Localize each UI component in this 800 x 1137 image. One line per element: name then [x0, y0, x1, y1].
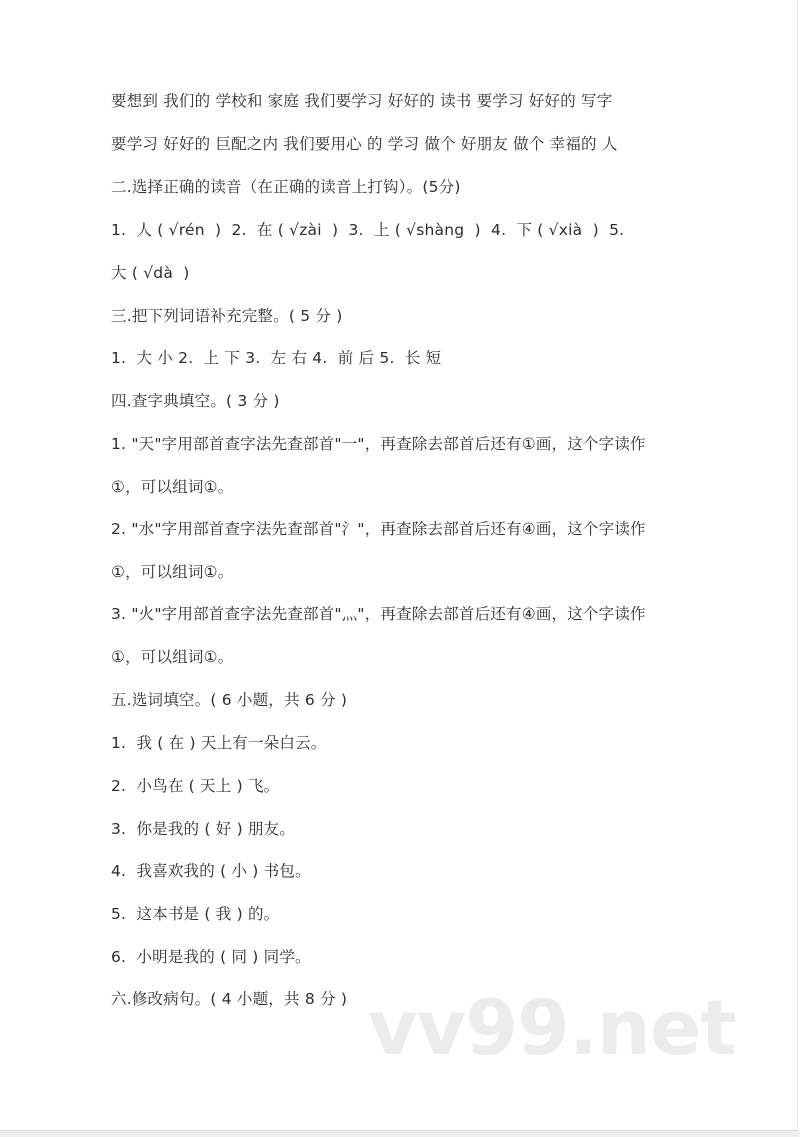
section4-line-4: ①，可以组词①。 [111, 563, 234, 581]
section2-line-1: 1. 人 ( √rén ) 2. 在 ( √zài ) 3. 上 ( √shàng ) 4. 下 ( √xià ) 5. [111, 221, 625, 239]
section3-heading: 三.把下列词语补充完整。( 5 分 ) [111, 307, 343, 325]
page-bottom-gutter [0, 1131, 800, 1137]
intro-line-1: 要想到 我们的 学校和 家庭 我们要学习 好好的 读书 要学习 好好的 写字 [111, 92, 613, 110]
section5-item-3: 3. 你是我的 ( 好 ) 朋友。 [111, 820, 296, 838]
section4-heading: 四.查字典填空。( 3 分 ) [111, 392, 280, 410]
section4-line-1: 1. "天"字用部首查字法先查部首"一"，再查除去部首后还有①画，这个字读作 [111, 435, 646, 453]
section4-line-6: ①，可以组词①。 [111, 648, 234, 666]
section2-heading: 二.选择正确的读音（在正确的读音上打钩）。(5分) [111, 178, 461, 196]
section5-item-5: 5. 这本书是 ( 我 ) 的。 [111, 905, 280, 923]
section6-heading: 六.修改病句。( 4 小题，共 8 分 ) [111, 990, 348, 1008]
section4-line-2: ①，可以组词①。 [111, 478, 234, 496]
section5-heading: 五.选词填空。( 6 小题，共 6 分 ) [111, 691, 348, 709]
intro-line-2: 要学习 好好的 巨配之内 我们要用心 的 学习 做个 好朋友 做个 幸福的 人 [111, 135, 618, 153]
section5-item-6: 6. 小明是我的 ( 同 ) 同学。 [111, 948, 311, 966]
watermark-text: vv99.net [368, 983, 736, 1072]
section4-line-5: 3. "火"字用部首查字法先查部首"灬"，再查除去部首后还有④画，这个字读作 [111, 605, 646, 623]
section4-line-3: 2. "水"字用部首查字法先查部首"氵"，再查除去部首后还有④画，这个字读作 [111, 520, 646, 538]
section5-item-1: 1. 我 ( 在 ) 天上有一朵白云。 [111, 734, 327, 752]
section5-item-4: 4. 我喜欢我的 ( 小 ) 书包。 [111, 862, 311, 880]
section2-line-2: 大 ( √dà ) [111, 264, 190, 282]
section5-item-2: 2. 小鸟在 ( 天上 ) 飞。 [111, 777, 280, 795]
section3-line-1: 1. 大 小 2. 上 下 3. 左 右 4. 前 后 5. 长 短 [111, 349, 442, 367]
